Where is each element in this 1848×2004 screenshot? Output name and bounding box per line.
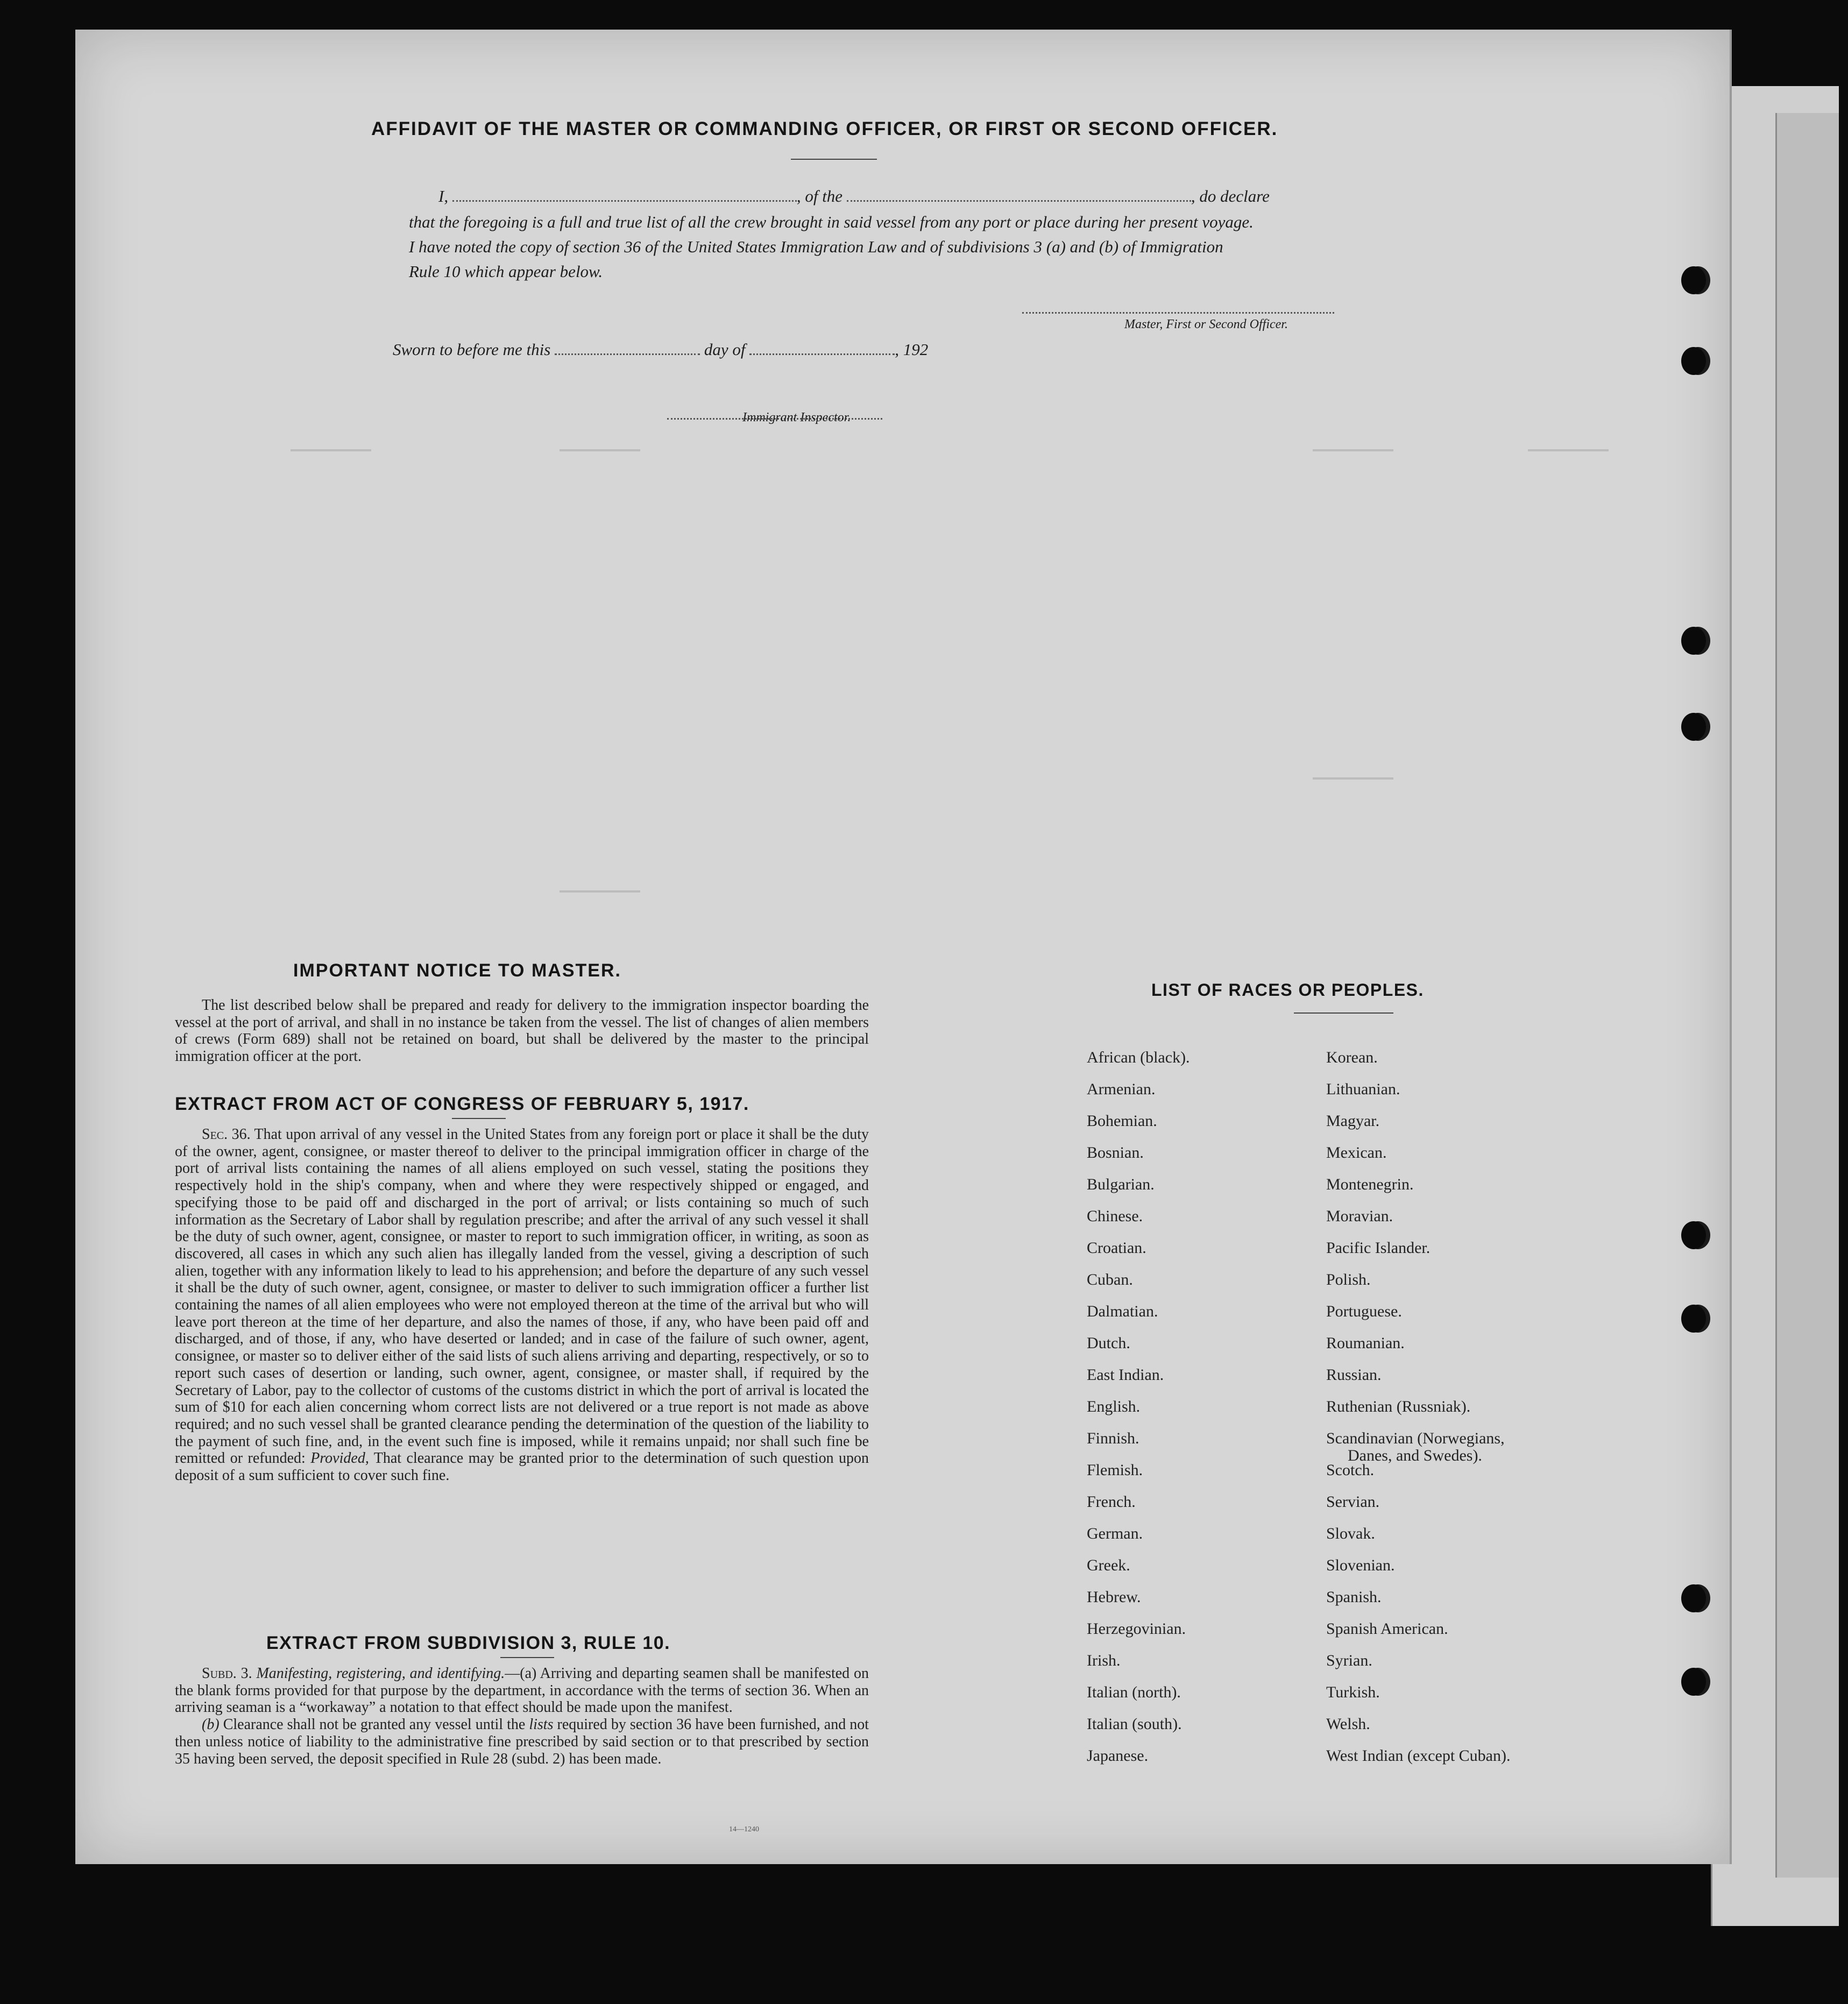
races-title: LIST OF RACES OR PEOPLES. <box>1151 980 1424 1000</box>
race-item: Irish. <box>1087 1652 1121 1669</box>
punch-hole <box>1681 713 1706 741</box>
name-blank[interactable] <box>452 200 797 202</box>
race-item: Bosnian. <box>1087 1144 1144 1162</box>
affidavit-line-4: Rule 10 which appear below. <box>409 262 603 281</box>
bleed-through-mark <box>560 890 640 893</box>
act-tail: That clearance may be granted prior to the determination of such question upon deposit of a sum sufficient to cover such fine. <box>175 1450 869 1484</box>
notice-body <box>175 997 869 1065</box>
race-item: Herzegovinian. <box>1087 1620 1186 1638</box>
race-item: French. <box>1087 1493 1136 1511</box>
bleed-through-mark <box>1313 449 1393 451</box>
race-item: African (black). <box>1087 1049 1190 1066</box>
signature-line[interactable] <box>1022 312 1334 314</box>
notice-text: The list described below shall be prepared and ready for delivery to the immigration inspector boarding the vessel at the port of arrival, and shall in no instance be taken from the vessel. The list of changes of alien members of crews (Form 689) shall not be retained on board, but shall be delivered by the master to the principal immigration officer at the port. <box>175 997 869 1065</box>
sworn-day-blank[interactable] <box>555 353 700 355</box>
race-item: Welsh. <box>1326 1715 1370 1733</box>
subd-label: Subd. 3. <box>202 1665 252 1682</box>
notice-title: IMPORTANT NOTICE TO MASTER. <box>293 960 621 981</box>
race-item: Magyar. <box>1326 1112 1380 1130</box>
underlying-sheet-edge <box>1775 113 1839 1878</box>
races-list-left <box>1087 1049 1190 1779</box>
subd-title: Manifesting, registering, and identifying. <box>256 1665 505 1682</box>
manifest-back-page <box>75 30 1732 1864</box>
punch-hole <box>1681 1305 1706 1333</box>
race-item: Turkish. <box>1326 1683 1380 1701</box>
race-item: Scotch. <box>1326 1461 1375 1479</box>
race-item: Croatian. <box>1087 1239 1146 1257</box>
race-item: Italian (south). <box>1087 1715 1182 1733</box>
title-underline <box>791 159 877 160</box>
bleed-through-mark <box>1528 449 1609 451</box>
do-declare-label: , do declare <box>1191 187 1270 206</box>
bleed-through-mark <box>560 449 640 451</box>
race-item: Ruthenian (Russniak). <box>1326 1398 1471 1415</box>
race-item: West Indian (except Cuban). <box>1326 1747 1511 1765</box>
race-item: Montenegrin. <box>1326 1176 1414 1193</box>
race-item-scandinavian <box>1326 1430 1510 1462</box>
races-list-right <box>1326 1049 1510 1779</box>
act-title: EXTRACT FROM ACT OF CONGRESS OF FEBRUARY 5, 1917. <box>175 1094 749 1114</box>
race-item: Finnish. <box>1087 1429 1139 1447</box>
sworn-line <box>393 340 928 359</box>
race-item: Spanish American. <box>1326 1620 1448 1638</box>
signature-label: Master, First or Second Officer. <box>1124 317 1288 331</box>
race-item: Cuban. <box>1087 1271 1133 1288</box>
race-item: Lithuanian. <box>1326 1080 1400 1098</box>
affidavit-declaration-line <box>409 187 1270 206</box>
rule-part-b-2: required by section 36 have been furnished, and not then unless notice of liability to the administrative fine prescribed by said section or to that prescribed by section 35 having been served, the deposit specified in Rule 28 (subd. 2) has been made. <box>175 1716 869 1767</box>
affidavit-line-3: I have noted the copy of section 36 of the United States Immigration Law and of subdivisions 3 (a) and (b) of Immigration <box>409 237 1223 256</box>
act-text <box>175 1126 869 1484</box>
race-item: Syrian. <box>1326 1652 1372 1669</box>
race-item: Russian. <box>1326 1366 1382 1384</box>
race-item: Armenian. <box>1087 1080 1156 1098</box>
race-item: Chinese. <box>1087 1207 1143 1225</box>
rule-part-a-text: —(a) Arriving and departing seamen shall be manifested on the blank forms provided for that purpose by the department, in accordance with the terms of section 36. When an arriving seaman is a “workaway” a notation to that effect should be made upon the manifest. <box>175 1665 869 1716</box>
race-item: Roumanian. <box>1326 1334 1405 1352</box>
inspector-label: Immigrant Inspector. <box>742 410 851 424</box>
race-item: Slovenian. <box>1326 1556 1395 1574</box>
rule-part-b-lists: lists <box>529 1716 554 1733</box>
sworn-year-label: , 192 <box>895 340 929 359</box>
race-item: German. <box>1087 1525 1143 1542</box>
race-item: Italian (north). <box>1087 1683 1181 1701</box>
race-item: Scandinavian (Norwegians, <box>1326 1429 1505 1447</box>
race-item: Flemish. <box>1087 1461 1143 1479</box>
act-body: That upon arrival of any vessel in the United States from any foreign port or place it shall be the duty of the owner, agent, consignee, or master thereof to deliver to the principal immigration officer in charge of the port of arrival lists containing the names of all aliens employed on such vessel, stating the positions they respectively hold in the ship's company, when and where they were respectively shipped or engaged, and specifying those to be paid off and discharged in the port of arrival; or lists containing so much of such information as the Secretary of Labor shall by regulation prescribe; and after the arrival of any such vessel it shall be the duty of such owner, agent, consignee, or master to report to such immigration officer, in writing, as soon as discovered, all cases in which any such alien has illegally landed from the vessel, giving a description of such alien, together with any information likely to lead to his apprehension; and before the departure of any such vessel it shall be the duty of such owner, agent, consignee, or master to deliver to such immigration officer a further list containing the names of all alien employees who were not employed thereon at the time of the arrival but who will leave port thereon at the time of her departure, and also the names of those, if any, who have been paid off and discharged, and of those, if any, who have deserted or landed; and in case of the failure of such owner, agent, consignee, or master so to deliver either of the said lists of such aliens arriving and departing, respectively, or so to report such cases of desertion or landing, such owner, agent, consignee, or master shall, if required by the Secretary of Labor, pay to the collector of customs of the customs district in which the port of arrival is located the sum of $10 for each alien concerning whom correct lists are not delivered or a true report is not made as above required; and no such vessel shall be granted clearance pending the determination of the question of the liability to the payment of such fine, and, in the event such fine is imposed, while it remains unpaid; nor shall such fine be remitted or refunded: <box>175 1126 869 1467</box>
race-item: Portuguese. <box>1326 1302 1402 1320</box>
form-number: 14—1240 <box>729 1825 759 1833</box>
race-item: Dalmatian. <box>1087 1302 1158 1320</box>
rule-part-b-1: Clearance shall not be granted any vessel until the <box>223 1716 526 1733</box>
act-title-underline <box>452 1118 506 1119</box>
of-the-label: , of the <box>796 187 843 206</box>
rule-title: EXTRACT FROM SUBDIVISION 3, RULE 10. <box>266 1633 671 1653</box>
punch-hole <box>1681 1584 1706 1612</box>
rule-subdivision-3 <box>175 1665 869 1767</box>
race-item: Spanish. <box>1326 1588 1382 1606</box>
race-item: Polish. <box>1326 1271 1371 1288</box>
sworn-prefix: Sworn to before me this <box>393 340 551 359</box>
affidavit-i-label: I, <box>438 187 449 206</box>
race-item: Korean. <box>1326 1049 1378 1066</box>
race-item: Greek. <box>1087 1556 1130 1574</box>
race-item: Pacific Islander. <box>1326 1239 1431 1257</box>
races-title-underline <box>1294 1012 1393 1014</box>
race-item: English. <box>1087 1398 1141 1415</box>
race-item: Bohemian. <box>1087 1112 1157 1130</box>
sec-label: Sec. 36. <box>202 1126 251 1143</box>
race-item: Bulgarian. <box>1087 1176 1155 1193</box>
race-item: Dutch. <box>1087 1334 1130 1352</box>
race-item: Mexican. <box>1326 1144 1387 1162</box>
punch-hole <box>1681 266 1706 294</box>
race-item-continuation: Danes, and Swedes). <box>1348 1447 1482 1464</box>
vessel-blank[interactable] <box>847 200 1191 202</box>
punch-hole <box>1681 1668 1706 1696</box>
act-provided: Provided, <box>310 1450 369 1467</box>
bleed-through-mark <box>1313 777 1393 780</box>
punch-hole <box>1681 1221 1706 1249</box>
punch-hole <box>1681 627 1706 655</box>
day-of-label: day of <box>704 340 746 359</box>
affidavit-title: AFFIDAVIT OF THE MASTER OR COMMANDING OFFICER, OR FIRST OR SECOND OFFICER. <box>371 118 1278 139</box>
race-item: Japanese. <box>1087 1747 1149 1765</box>
race-item: Moravian. <box>1326 1207 1393 1225</box>
punch-hole <box>1681 347 1706 375</box>
race-item: Hebrew. <box>1087 1588 1141 1606</box>
rule-part-a <box>175 1665 869 1716</box>
act-section-36 <box>175 1126 869 1484</box>
race-item: East Indian. <box>1087 1366 1164 1384</box>
rule-title-underline <box>500 1657 554 1658</box>
affidavit-line-2: that the foregoing is a full and true list of all the crew brought in said vessel from any port or place during her present voyage. <box>409 213 1254 231</box>
race-item: Slovak. <box>1326 1525 1375 1542</box>
bleed-through-mark <box>291 449 371 451</box>
race-item: Servian. <box>1326 1493 1380 1511</box>
rule-part-b <box>175 1716 869 1767</box>
sworn-month-blank[interactable] <box>749 353 895 355</box>
part-b-label: (b) <box>202 1716 220 1733</box>
